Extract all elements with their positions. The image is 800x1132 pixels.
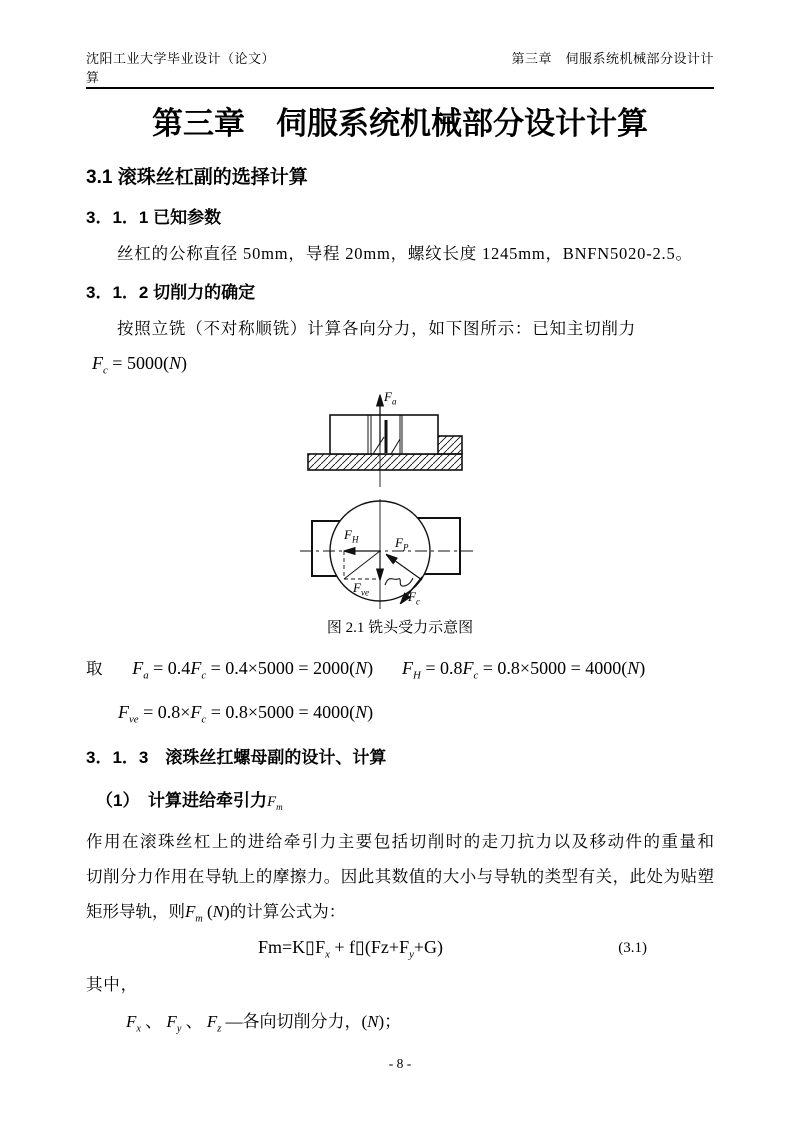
where-label: 其中， <box>86 975 138 994</box>
page-header <box>86 0 714 89</box>
fa-label: $F_a$ <box>384 389 397 407</box>
fm-n-symbol: $F_m$ (N) <box>185 902 230 925</box>
equation-number: (3.1) <box>618 940 647 956</box>
formula-fc-line <box>92 352 714 376</box>
fp-label: $F_P$ <box>395 535 409 553</box>
equation-3-1-row <box>86 936 714 960</box>
formula-where: $F_x$ 、 $F_y$ 、 $F_z$ —各向切削分力，(N)； <box>126 1012 402 1035</box>
line3-pre: 矩形导轨，则 <box>86 902 185 921</box>
side-view-group <box>308 396 462 487</box>
fm-symbol: $F_m$ <box>266 794 283 812</box>
top-view-group <box>300 499 476 609</box>
line3-post: 的计算公式为： <box>229 902 346 921</box>
chapter-title: 第三章 伺服系统机械部分设计计算 <box>152 106 648 141</box>
milling-head-body <box>330 415 438 454</box>
header-right-text: 第三章 伺服系统机械部分设计计 <box>511 51 714 66</box>
section-3-1-1-heading: 3．1．1 已知参数 <box>86 208 222 227</box>
header-wrap-text: 算 <box>86 70 100 85</box>
header-line-1 <box>86 49 714 68</box>
known-parameters-paragraph: 丝杠的公称直径 50mm，导程 20mm，螺纹长度 1245mm，BNFN5020-2.5。 <box>117 244 693 263</box>
fc-label: $F_c$ <box>408 589 420 607</box>
section-3-1-heading: 3.1 滚珠丝杠副的选择计算 <box>86 167 308 188</box>
milling-force-diagram <box>300 387 490 615</box>
subsection-1-text: （1） 计算进给牵引力 <box>96 791 267 810</box>
section-3-1-2-heading: 3．1．2 切削力的确定 <box>86 283 256 302</box>
force-values-row <box>86 654 714 683</box>
paragraph-line: 切削分力作用在导轨上的摩擦力。因此其数值的大小与导轨的类型有关，此处为贴塑 <box>86 867 714 886</box>
fve-row <box>118 698 714 728</box>
formula-fh: $F_H = 0.8F_c = 0.8\times 5000 = 4000(N)$ <box>402 658 646 682</box>
formula-fm: $Fm=K▯F_x$ + $f▯(Fz+F_y+G)$ <box>258 937 444 961</box>
subsection-1-heading <box>96 789 714 814</box>
formula-fc: $F_c = 5000(N)$ <box>92 353 187 377</box>
formula-fa: $F_a = 0.4F_c = 0.4\times 5000 = 2000(N)$ <box>132 658 374 682</box>
paragraph-line: 作用在滚珠丝杠上的进给牵引力主要包括切削时的走刀抗力以及移动件的重量和 <box>86 832 714 851</box>
milling-force-figure <box>300 387 490 615</box>
figure-caption: 图 2.1 铣头受力示意图 <box>326 620 474 636</box>
fve-label: $F_{ve}$ <box>353 580 369 598</box>
paragraph-line <box>86 894 714 929</box>
cutting-force-paragraph: 按照立铣（不对称顺铣）计算各向分力，如下图所示：已知主切削力 <box>117 319 636 338</box>
qu-text: 取 <box>86 659 104 678</box>
fh-label: $F_H$ <box>344 527 359 545</box>
section-3-1-3-heading: 3．1．3 滚珠丝扛螺母副的设计、计算 <box>86 748 387 767</box>
header-left-text: 沈阳工业大学毕业设计（论文） <box>86 51 276 66</box>
formula-fve: $F_{ve} = 0.8\times F_c = 0.8\times 5000 = 4000(N)$ <box>118 702 374 726</box>
traction-force-paragraph <box>86 824 714 929</box>
where-clause <box>126 1008 714 1037</box>
page-number: - 8 - <box>388 1056 412 1071</box>
base-plate <box>308 454 462 470</box>
